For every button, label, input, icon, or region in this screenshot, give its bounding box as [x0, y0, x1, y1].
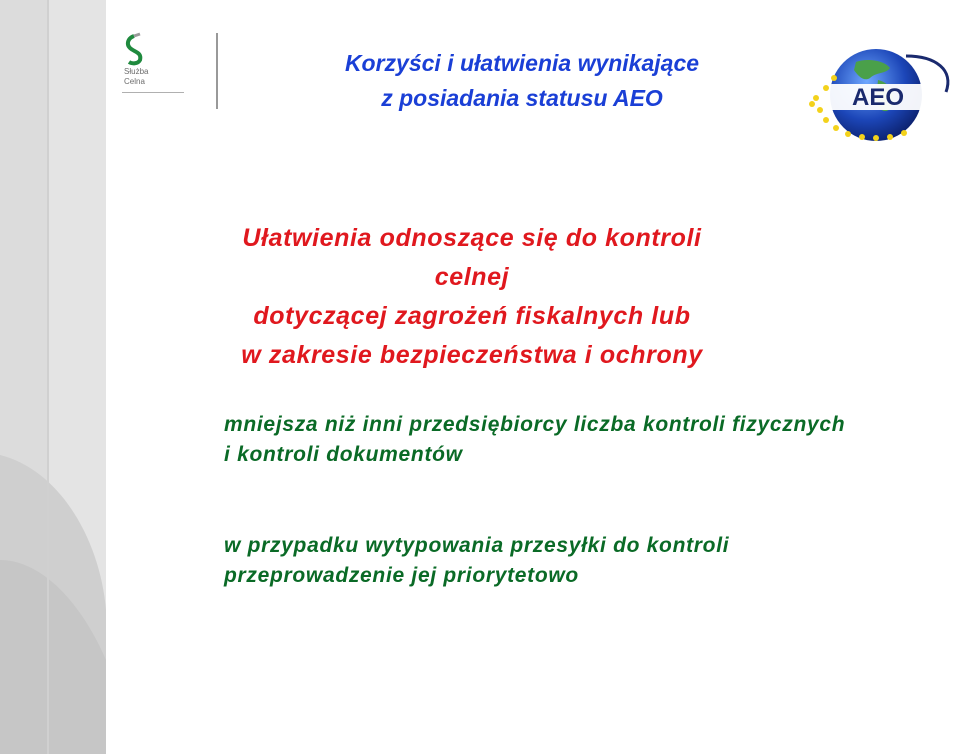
section-heading-line2: dotyczącej zagrożeń fiskalnych lub	[253, 302, 691, 330]
benefit-item	[224, 410, 845, 470]
benefit-line1: mniejsza niż inni przedsiębiorcy liczba kontroli fizycznych	[224, 413, 846, 436]
aeo-logo-text: AEO	[851, 84, 905, 111]
section-heading	[222, 219, 722, 375]
header-divider	[216, 33, 218, 109]
page-title-line2: z posiadania statusu AEO	[381, 85, 663, 111]
logo-underline	[122, 92, 184, 93]
page-title	[292, 46, 752, 116]
sluzba-celna-logo-icon	[120, 32, 186, 98]
section-heading-line3: w zakresie bezpieczeństwa i ochrony	[241, 341, 703, 369]
logo-text	[124, 67, 148, 87]
benefit-line1: w przypadku wytypowania przesyłki do kontroli	[224, 534, 730, 557]
page-title-line1: Korzyści i ułatwienia wynikające	[344, 50, 700, 76]
benefit-item	[224, 531, 729, 591]
benefit-line2: przeprowadzenie jej priorytetowo	[224, 564, 579, 587]
benefit-line2: i kontroli dokumentów	[224, 443, 463, 466]
decorative-side-band	[0, 0, 106, 754]
aeo-globe-logo-icon	[806, 40, 956, 150]
logo-name-line1: Służba	[124, 67, 149, 76]
logo-name-line2: Celna	[124, 77, 145, 86]
section-heading-line1: Ułatwienia odnoszące się do kontroli celnej	[242, 224, 702, 291]
